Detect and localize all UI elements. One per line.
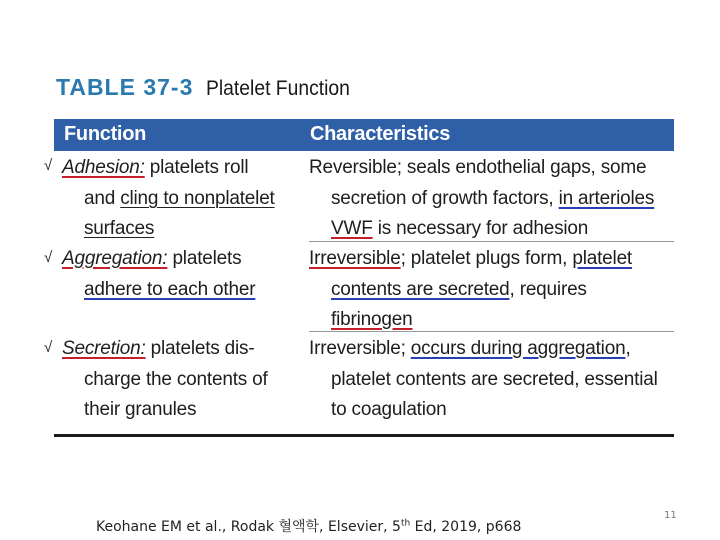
table-title [56,74,362,104]
function-term: Aggregation: [62,248,168,269]
table-number: TABLE 37-3 [56,74,194,100]
column-header-characteristics: Characteristics [310,123,451,145]
page-number: 11 [664,510,677,521]
checkmark-icon: √ [44,157,53,174]
citation: Keohane EM et al., Rodak 혈액학, Elsevier, 5th Ed, 2019, p668 [96,518,522,535]
function-cell: Secretion: platelets dis- charge the contents of their granules [62,338,268,420]
characteristics-cell: Irreversible; occurs during aggregation, platelet contents are secreted, essential to coagulation [309,338,658,420]
column-header-function: Function [64,123,147,145]
table-name: Platelet Function [205,77,350,100]
function-term: Adhesion: [62,157,145,178]
row-divider [309,241,674,242]
characteristics-cell: Reversible; seals endothelial gaps, some secretion of growth factors, in arterioles VWF is necessary for adhesion [309,157,655,239]
function-term: Secretion: [62,338,146,359]
function-cell: Aggregation: platelets adhere to each other [62,248,256,300]
checkmark-icon: √ [44,249,53,266]
characteristics-cell: Irreversible; platelet plugs form, platelet contents are secreted, requires fibrinogen [309,248,633,330]
platelet-function-table [54,119,674,437]
table-header [54,119,674,151]
table-bottom-rule [54,434,674,437]
row-divider [309,331,674,332]
function-cell: Adhesion: platelets roll and cling to nonplatelet surfaces [62,157,275,239]
checkmark-icon: √ [44,339,53,356]
